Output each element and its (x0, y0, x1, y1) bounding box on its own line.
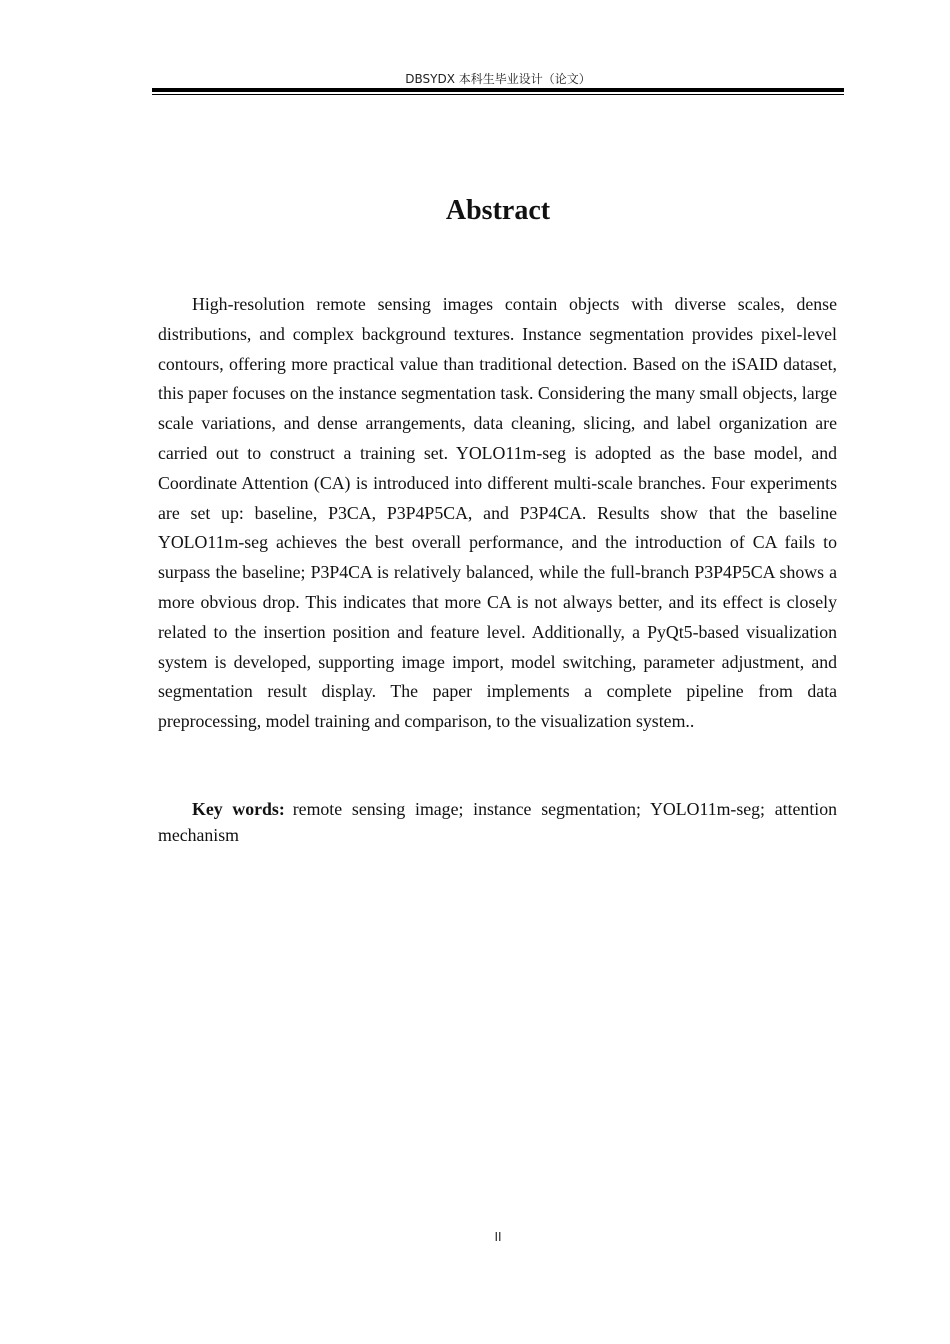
keywords-label: Key words: (192, 799, 285, 819)
page-number: II (494, 1230, 502, 1244)
abstract-title: Abstract (445, 195, 551, 226)
running-header: DBSYDX 本科生毕业设计（论文） (405, 72, 591, 86)
abstract-body: High-resolution remote sensing images contain objects with diverse scales, dense distributions, and complex background textures. Instance segmentation provides pixel-level contours, offering more practical value than traditional detection. Based on the iSAID dataset, this paper focuses on the instance segmentation task. Considering the many small objects, large scale variations, and dense arrangements, data cleaning, slicing, and label organization are carried out to construct a training set. YOLO11m-seg is adopted as the base model, and Coordinate Attention (CA) is introduced into different multi-scale branches. Four experiments are set up: baseline, P3CA, P3P4P5CA, and P3P4CA. Results show that the baseline YOLO11m-seg achieves the best overall performance, and the introduction of CA fails to surpass the baseline; P3P4CA is relatively balanced, while the full-branch P3P4P5CA shows a more obvious drop. This indicates that more CA is not always better, and its effect is closely related to the insertion position and feature level. Additionally, a PyQt5-based visualization system is developed, supporting image import, model switching, parameter adjustment, and segmentation result display. The paper implements a complete pipeline from data preprocessing, model training and comparison, to the visualization system.. (158, 294, 837, 732)
keywords-text: remote sensing image; instance segmentation; YOLO11m-seg; attention mechanism (158, 799, 837, 845)
keywords-paragraph (158, 796, 837, 848)
header-rule-thin (152, 94, 844, 95)
header-rule-thick (152, 88, 844, 92)
